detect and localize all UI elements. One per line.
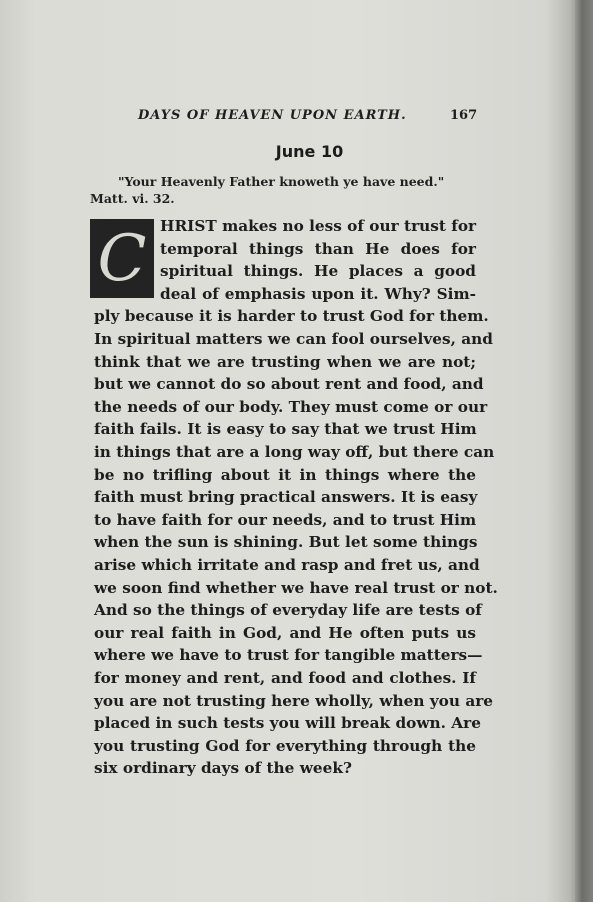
body-line: ply because it is harder to trust God for them. <box>94 307 489 326</box>
body-line: you are not trusting here wholly, when you are <box>94 691 494 710</box>
drop-cap <box>90 219 154 298</box>
page-number: 167 <box>450 108 478 123</box>
body-line: deal of emphasis upon it. Why? Sim- <box>160 284 476 303</box>
body-line: where we have to trust for tangible matters— <box>94 646 483 665</box>
verse-quote: "Your Heavenly Father knoweth ye have need." <box>118 174 445 189</box>
body-line: be no trifling about it in things where the <box>94 465 476 484</box>
body-line: when the sun is shining. But let some things <box>94 533 478 552</box>
body-line: In spiritual matters we can fool ourselves, and <box>94 330 493 348</box>
body-line: six ordinary days of the week? <box>94 759 352 778</box>
body-line: for money and rent, and food and clothes. If <box>94 669 476 687</box>
body-line: our real faith in God, and He often puts us <box>94 623 476 642</box>
scripture-verse <box>90 173 490 207</box>
running-head-title: DAYS OF HEAVEN UPON EARTH. <box>138 108 407 123</box>
body-line: spiritual things. He places a good <box>160 262 476 281</box>
body-line: but we cannot do so about rent and food, and <box>94 375 484 394</box>
book-spine-shadow <box>575 0 593 902</box>
body-line: in things that are a long way off, but there can <box>94 443 495 461</box>
body-line: faith must bring practical answers. It is easy <box>94 488 478 507</box>
body-line: temporal things than He does for <box>160 239 476 258</box>
body-line: you trusting God for everything through the <box>94 736 476 755</box>
entry-date: June 10 <box>275 142 344 161</box>
drop-cap-letter: C <box>97 221 147 296</box>
body-line: think that we are trusting when we are not; <box>94 352 476 371</box>
body-line: placed in such tests you will break down. Are <box>94 714 481 733</box>
body-line: faith fails. It is easy to say that we trust Him <box>94 420 477 439</box>
body-line: HRIST makes no less of our trust for <box>160 217 477 235</box>
body-line: to have faith for our needs, and to trust Him <box>94 510 477 529</box>
body-line: we soon find whether we have real trust or not. <box>94 578 498 597</box>
verse-reference: Matt. vi. 32. <box>90 191 175 206</box>
body-line: And so the things of everyday life are tests of <box>94 601 482 620</box>
body-line: arise which irritate and rasp and fret us, and <box>94 556 480 574</box>
body-line: the needs of our body. They must come or our <box>94 397 488 416</box>
